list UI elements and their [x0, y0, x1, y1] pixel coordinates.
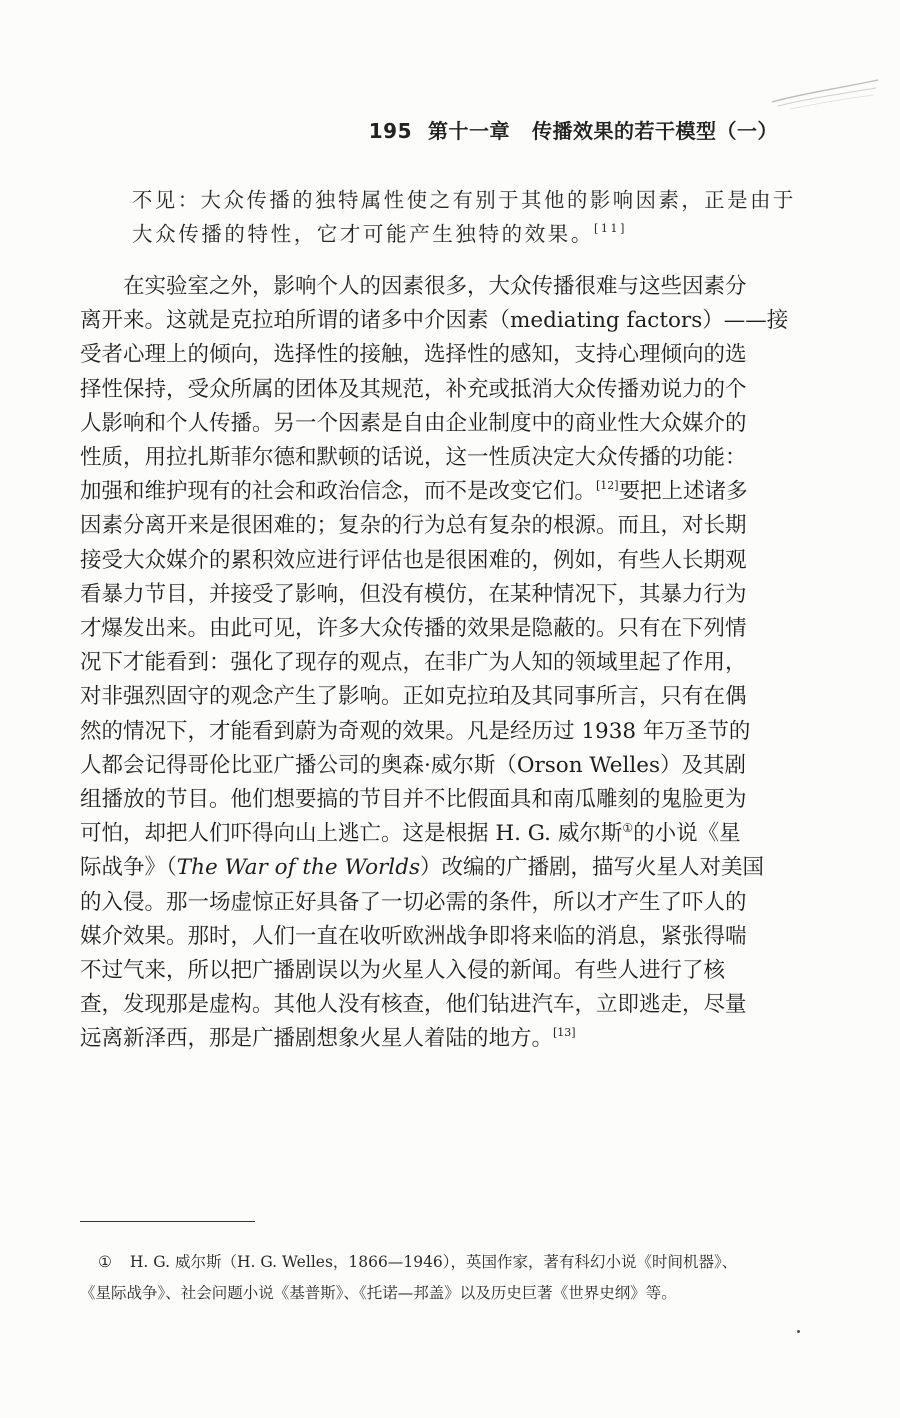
footnote-marker[interactable]: ① [622, 821, 634, 836]
paragraph-line: 加强和维护现有的社会和政治信念，而不是改变它们。[12]要把上述诸多 [80, 479, 748, 505]
quote-line [132, 217, 796, 251]
paragraph-line: 媒介效果。那时，人们一直在收听欧洲战争即将来临的消息，紧张得喘 [80, 923, 747, 949]
citation-ref-13: [13] [553, 1026, 576, 1040]
footnote-line: ① H. G. 威尔斯（H. G. Welles，1866—1946），英国作家，著有科幻小说《时间机器》、 [80, 1247, 800, 1278]
paragraph-line: 在实验室之外，影响个人的因素很多，大众传播很难与这些因素分 [123, 274, 747, 299]
paragraph-line: 人都会记得哥伦比亚广播公司的奥森·威尔斯（Orson Welles）及其剧 [80, 752, 746, 778]
footnote-divider [80, 1221, 255, 1222]
main-paragraph [80, 270, 796, 1057]
paragraph-line: 对非强烈固守的观念产生了影响。正如克拉珀及其同事所言，只有在偶 [80, 684, 747, 710]
paragraph-line: 因素分离开来是很困难的；复杂的行为总有复杂的根源。而且，对长期 [80, 513, 747, 539]
page-corner-ornament [770, 76, 880, 112]
page-number: 195 [368, 119, 412, 143]
paragraph-line: 才爆发出来。由此可见，许多大众传播的效果是隐蔽的。只有在下列情 [80, 616, 747, 642]
chapter-title: 传播效果的若干模型（一） [532, 119, 778, 143]
paragraph-line: 受者心理上的倾向，选择性的接触，选择性的感知，支持心理倾向的选 [80, 342, 747, 368]
paragraph-line: 查，发现那是虚构。其他人没有核查，他们钻进汽车，立即逃走，尽量 [80, 992, 747, 1018]
paper-speck [797, 1330, 800, 1333]
paragraph-line: 远离新泽西，那是广播剧想象火星人着陆的地方。[13] [80, 1026, 576, 1052]
paragraph-line: 况下才能看到：强化了现存的观点，在非广为人知的领域里起了作用， [80, 650, 747, 676]
paragraph-line: 接受大众媒介的累积效应进行评估也是很困难的，例如，有些人长期观 [80, 547, 747, 573]
paragraph-line: 际战争》（The War of the Worlds）改编的广播剧，描写火星人对美国 [80, 855, 764, 881]
paragraph-line: 性质，用拉扎斯菲尔德和默顿的话说，这一性质决定大众传播的功能： [80, 445, 747, 471]
citation-ref-11: [11] [594, 222, 627, 235]
citation-ref-12: [12] [596, 479, 619, 493]
paragraph-line: 的入侵。那一场虚惊正好具备了一切必需的条件，所以才产生了吓人的 [80, 889, 747, 915]
paragraph-line: 离开来。这就是克拉珀所谓的诸多中介因素（mediating factors）——接 [80, 308, 789, 334]
paragraph-line: 可怕，却把人们吓得向山上逃亡。这是根据 H. G. 威尔斯①的小说《星 [80, 821, 741, 847]
paragraph-line: 然的情况下，才能看到蔚为奇观的效果。凡是经历过 1938 年万圣节的 [80, 718, 751, 744]
footnote-line: 《星际战争》、社会问题小说《基普斯》、《托诺—邦盖》以及历史巨著《世界史纲》等。 [80, 1284, 677, 1302]
paragraph-line: 看暴力节目，并接受了影响，但没有模仿，在某种情况下，其暴力行为 [80, 581, 747, 607]
footnote-number: ① [98, 1253, 112, 1271]
running-header [369, 115, 778, 144]
paragraph-line: 人影响和个人传播。另一个因素是自由企业制度中的商业性大众媒介的 [80, 410, 747, 436]
paragraph-line: 不过气来，所以把广播剧误以为火星人入侵的新闻。有些人进行了核 [80, 958, 726, 984]
paragraph-line: 组播放的节目。他们想要搞的节目并不比假面具和南瓜雕刻的鬼脸更为 [80, 787, 747, 813]
quote-line-text: 大众传播的特性，它才可能产生独特的效果。 [132, 222, 594, 246]
paragraph-line: 择性保持，受众所属的团体及其规范，补充或抵消大众传播劝说力的个 [80, 376, 747, 402]
footnote [80, 1247, 800, 1309]
book-title-italic: The War of the Worlds [176, 855, 420, 881]
chapter-number: 第十一章 [428, 119, 510, 143]
quote-line: 不见：大众传播的独特属性使之有别于其他的影响因素，正是由于 [132, 188, 796, 212]
block-quote [132, 183, 796, 251]
